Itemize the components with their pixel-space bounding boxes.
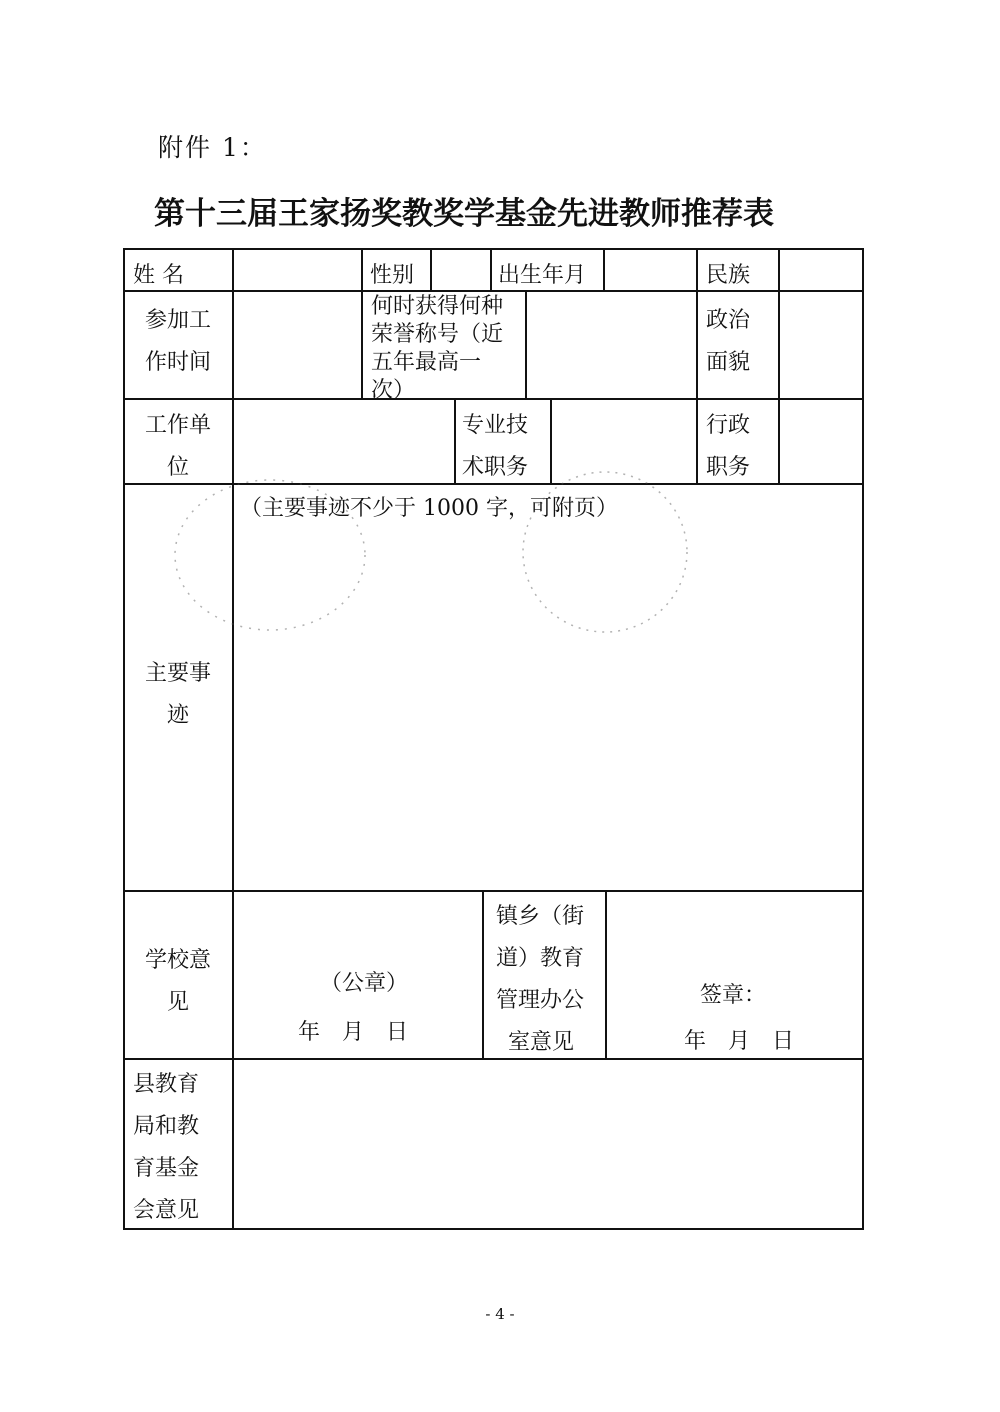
birth-date-label: 出生年月 xyxy=(498,263,587,288)
honor-label: 何时获得何种 荣誉称号（近 五年最高一 次） xyxy=(371,294,504,403)
school-date-text: 年 月 日 xyxy=(298,1020,409,1045)
town-date-text: 年 月 日 xyxy=(684,1029,795,1054)
school-opinion-label: 学校意 见 xyxy=(145,948,212,1015)
form-title: 第十三届王家扬奖教奖学基金先进教师推荐表 xyxy=(154,196,774,232)
admin-title-label: 行政 职务 xyxy=(706,413,751,480)
county-opinion-label: 县教育 局和教 育基金 会意见 xyxy=(133,1072,200,1223)
political-status-label: 政治 面貌 xyxy=(706,308,751,375)
faint-stamp-mark xyxy=(160,465,380,645)
tech-title-label: 专业技 术职务 xyxy=(462,413,529,480)
attachment-label: 附件 1： xyxy=(158,133,267,162)
name-label: 姓 名 xyxy=(133,263,184,288)
work-unit-label: 工作单 位 xyxy=(145,413,212,480)
faint-stamp-mark xyxy=(510,460,700,645)
work-start-label: 参加工 作时间 xyxy=(145,308,212,375)
main-deeds-label: 主要事 迹 xyxy=(145,661,212,728)
town-opinion-label: 镇乡（街 道）教育 管理办公 室意见 xyxy=(496,904,585,1055)
page-number: - 4 - xyxy=(485,1305,515,1323)
school-seal-text: （公章） xyxy=(320,971,409,996)
town-sign-text: 签章： xyxy=(700,983,767,1008)
gender-label: 性别 xyxy=(370,263,415,288)
main-deeds-note: （主要事迹不少于 1000 字，可附页） xyxy=(240,496,618,521)
ethnicity-label: 民族 xyxy=(706,263,751,288)
